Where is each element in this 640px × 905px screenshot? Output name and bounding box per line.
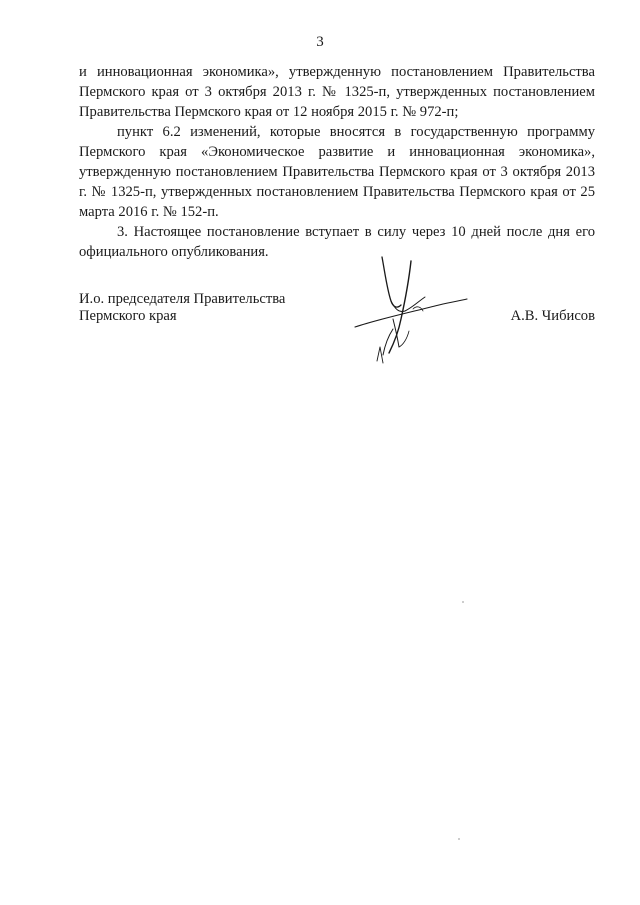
signature-block (79, 291, 595, 381)
signer-name: А.В. Чибисов (510, 308, 595, 324)
paragraph-continuation: и инновационная экономика», утвержденную постановлением Правительства Пермского края от 3 октября 2013 г. № 1325-п, утвержденных постановлением Правительства Пермского края от 12 ноября 2015 г. № 972-п; (79, 64, 595, 120)
page-number: 3 (316, 34, 324, 50)
document-body (79, 62, 595, 262)
paragraph-item-6-2: пункт 6.2 изменений, которые вносятся в государственную программу Пермского края «Экономическое развитие и инновационная экономика», утвержденную постановлением Правительства Пермского края от 3 октября 2013 г. № 1325-п, утвержденных постановлением Правительства Пермского края от 25 марта 2016 г. № 152-п. (79, 124, 595, 220)
signer-title-line-2: Пермского края (79, 308, 177, 324)
scan-speck (458, 838, 460, 840)
scan-speck (462, 601, 464, 603)
handwritten-signature (349, 249, 469, 374)
signer-title-line-1: И.о. председателя Правительства (79, 291, 286, 307)
signer-title (79, 291, 285, 325)
paragraph-effective-date: 3. Настоящее постановление вступает в силу через 10 дней после дня его официального опубликования. (79, 224, 595, 260)
